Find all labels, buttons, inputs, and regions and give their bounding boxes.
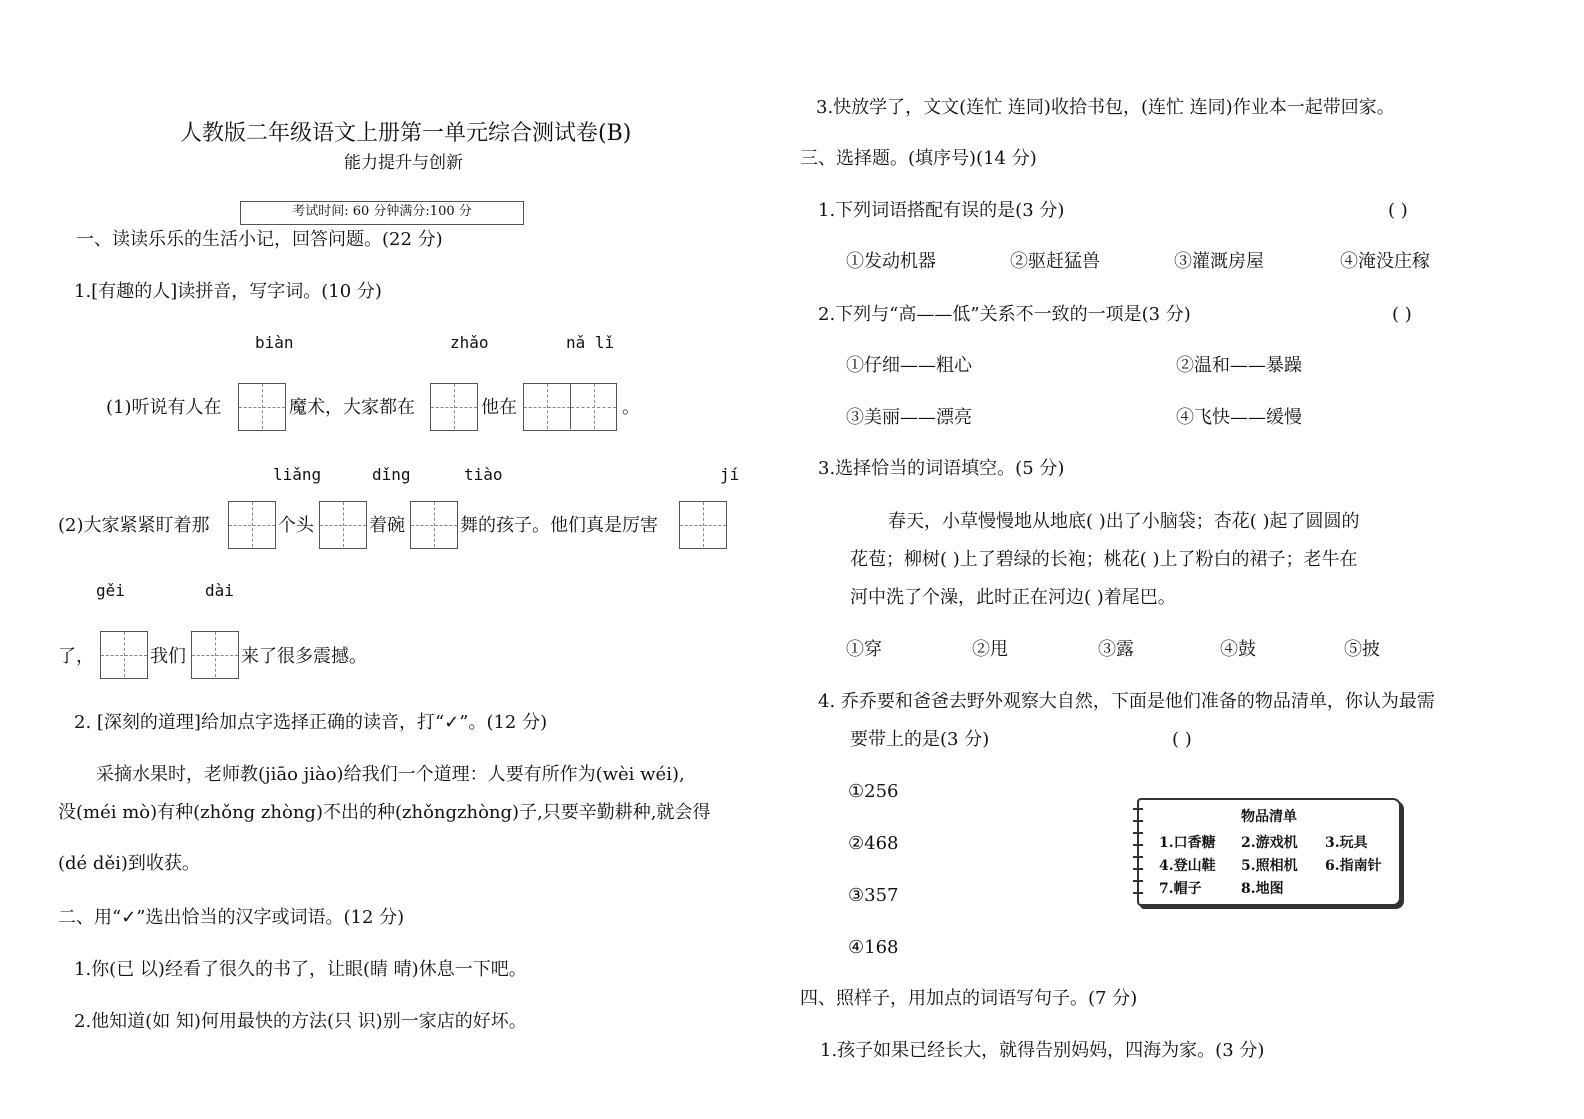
- item-list-entry: 4.登山鞋: [1159, 858, 1216, 874]
- line2-text-d: 舞的孩子。他们真是厉害: [460, 515, 658, 536]
- spiral-ring-icon: [1133, 892, 1143, 894]
- page-subtitle: 能力提升与创新: [344, 153, 463, 173]
- item-list-entry: 5.照相机: [1241, 858, 1298, 874]
- s3-q2-option-2: ②温和——暴躁: [1176, 355, 1302, 376]
- s3-q1-option-3: ③灌溉房屋: [1174, 251, 1264, 272]
- s3-q3-option-4: ④鼓: [1220, 639, 1256, 660]
- line1-text-b: 魔术，大家都在: [289, 397, 415, 418]
- line3-text-a: 了，: [58, 646, 94, 667]
- pinyin-nali: nǎ lǐ: [566, 333, 615, 352]
- page-title: 人教版二年级语文上册第一单元综合测试卷(B): [180, 121, 632, 146]
- section2-heading: [58, 906, 404, 930]
- writing-grid-liang[interactable]: [228, 501, 276, 549]
- q2-prompt-text-a: 2. [深刻的道理]给加点字选择正确的读音，打“: [74, 712, 445, 733]
- s3-q2-option-4: ④飞快——缓慢: [1176, 407, 1302, 428]
- s3-q3-prompt: 3.选择恰当的词语填空。(5 分): [818, 458, 1065, 479]
- pinyin-liang: liǎng: [273, 465, 322, 484]
- section2-item-2: 2.他知道(如 知)何用最快的方法(只 识)别一家店的好坏。: [74, 1011, 527, 1032]
- section2-heading-a: 二、用“: [58, 907, 122, 928]
- line2-text-c: 着碗: [369, 515, 405, 536]
- q1-prompt: 1.[有趣的人]读拼音，写字词。(10 分): [74, 281, 382, 302]
- s3-q4-answer-blank[interactable]: ( ): [1172, 729, 1192, 750]
- q2-prompt: [74, 711, 547, 735]
- section2-item-3: 3.快放学了，文文(连忙 连同)收拾书包，(连忙 连同)作业本一起带回家。: [816, 97, 1395, 118]
- item-list-entry: 7.帽子: [1159, 881, 1202, 897]
- writing-grid-tiao[interactable]: [410, 501, 458, 549]
- s3-q1-prompt: 1.下列词语搭配有误的是(3 分): [818, 200, 1065, 221]
- exam-info-box: 考试时间: 60 分钟满分:100 分: [240, 201, 524, 225]
- s3-q2-option-1: ①仔细——粗心: [846, 355, 972, 376]
- q2-prompt-text-b: ”。(12 分): [459, 712, 548, 733]
- s3-q4-option-1: ①256: [848, 781, 899, 802]
- writing-grid-dai[interactable]: [191, 631, 239, 679]
- pinyin-dai: dài: [205, 581, 234, 600]
- q2-paragraph-line2: 没(méi mò)有种(zhǒng zhòng)不出的种(zhǒngzhòng)子,只要辛勤耕种,就会得: [58, 802, 711, 823]
- s3-q3-option-1: ①穿: [846, 639, 882, 660]
- q2-paragraph-line1: 采摘水果时，老师教(jiāo jiào)给我们一个道理：人要有所作为(wèi wéi),: [96, 764, 685, 785]
- section3-heading: 三、选择题。(填序号)(14 分): [800, 148, 1037, 169]
- item-list-entry: 8.地图: [1241, 881, 1284, 897]
- spiral-ring-icon: [1133, 880, 1143, 882]
- s3-q4-option-2: ②468: [848, 833, 899, 854]
- line2-text-b: 个头: [278, 515, 314, 536]
- s3-q1-answer-blank[interactable]: ( ): [1388, 200, 1408, 221]
- s3-q2-answer-blank[interactable]: ( ): [1392, 304, 1412, 325]
- writing-grid-zhao[interactable]: [430, 383, 478, 431]
- checkmark-icon: ✓: [444, 712, 460, 733]
- spiral-ring-icon: [1133, 856, 1143, 858]
- s3-q4-option-4: ④168: [848, 937, 899, 958]
- spiral-ring-icon: [1133, 844, 1143, 846]
- pinyin-tiao: tiào: [464, 465, 503, 484]
- s3-q1-option-1: ①发动机器: [846, 251, 936, 272]
- writing-grid-nali[interactable]: [523, 383, 617, 431]
- pinyin-gei: gěi: [96, 581, 125, 600]
- spiral-ring-icon: [1133, 832, 1143, 834]
- line1-text-c: 他在: [481, 397, 517, 418]
- s3-q1-option-2: ②驱赶猛兽: [1010, 251, 1100, 272]
- q2-paragraph-line3: (dé děi)到收获。: [58, 853, 200, 874]
- line3-text-c: 来了很多震撼。: [241, 646, 367, 667]
- line1-text-a: (1)听说有人在: [106, 397, 222, 418]
- s3-q4-prompt-line2: 要带上的是(3 分): [850, 729, 990, 750]
- s3-q3-paragraph-line2: 花苞；柳树( )上了碧绿的长袍；桃花( )上了粉白的裙子；老牛在: [850, 549, 1358, 570]
- s3-q3-option-2: ②甩: [972, 639, 1008, 660]
- writing-grid-ji[interactable]: [679, 501, 727, 549]
- line2-text-a: (2)大家紧紧盯着那: [58, 515, 210, 536]
- pinyin-bian: biàn: [255, 333, 294, 352]
- s3-q1-option-4: ④淹没庄稼: [1340, 251, 1430, 272]
- s4-q1-prompt: 1.孩子如果已经长大，就得告别妈妈，四海为家。(3 分): [820, 1040, 1265, 1061]
- s3-q2-prompt: 2.下列与“高——低”关系不一致的一项是(3 分): [818, 304, 1191, 325]
- item-list-entry: 3.玩具: [1325, 835, 1368, 851]
- pinyin-ji: jí: [720, 465, 740, 484]
- item-list-entry: 6.指南针: [1325, 858, 1382, 874]
- item-list-title: 物品清单: [1241, 809, 1297, 825]
- line3-text-b: 我们: [150, 646, 186, 667]
- s3-q3-paragraph-line3: 河中洗了个澡，此时正在河边( )着尾巴。: [850, 587, 1176, 608]
- section2-heading-b: ”选出恰当的汉字或词语。(12 分): [136, 907, 405, 928]
- writing-grid-bian[interactable]: [238, 383, 286, 431]
- section4-heading: 四、照样子，用加点的词语写句子。(7 分): [800, 988, 1138, 1009]
- writing-grid-ding[interactable]: [319, 501, 367, 549]
- s3-q2-option-3: ③美丽——漂亮: [846, 407, 972, 428]
- section1-heading: 一、读读乐乐的生活小记，回答问题。(22 分): [76, 229, 443, 250]
- s3-q4-option-3: ③357: [848, 885, 899, 906]
- s3-q3-paragraph-line1: 春天，小草慢慢地从地底( )出了小脑袋；杏花( )起了圆圆的: [888, 511, 1360, 532]
- pinyin-zhao: zhǎo: [450, 333, 489, 352]
- checkmark-icon: ✓: [121, 907, 137, 928]
- item-list-entry: 2.游戏机: [1241, 835, 1298, 851]
- item-list-notebook: [1137, 798, 1401, 906]
- writing-grid-gei[interactable]: [100, 631, 148, 679]
- spiral-ring-icon: [1133, 868, 1143, 870]
- s3-q3-option-3: ③露: [1098, 639, 1134, 660]
- item-list-entry: 1.口香糖: [1159, 835, 1216, 851]
- s3-q4-prompt-line1: 4. 乔乔要和爸爸去野外观察大自然，下面是他们准备的物品清单，你认为最需: [818, 691, 1435, 712]
- s3-q3-option-5: ⑤披: [1344, 639, 1380, 660]
- section2-item-1: 1.你(已 以)经看了很久的书了，让眼(睛 晴)休息一下吧。: [74, 959, 527, 980]
- line1-text-d: 。: [622, 397, 640, 418]
- pinyin-ding: dǐng: [372, 465, 411, 484]
